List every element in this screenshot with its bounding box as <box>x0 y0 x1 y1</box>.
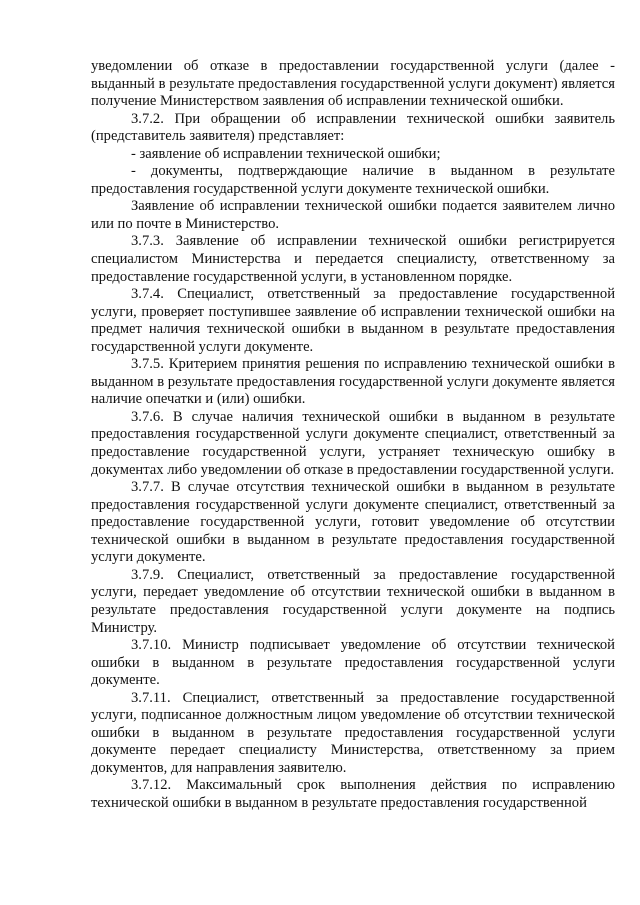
paragraph-3-7-4: 3.7.4. Специалист, ответственный за предоставление государственной услуги, проверяет поступившее заявление об исправлении технической ошибки на предмет наличия технической ошибки в выданном в результате предоставления государственной услуги документе. <box>91 286 615 355</box>
paragraph-3-7-2: 3.7.2. При обращении об исправлении технической ошибки заявитель (представитель заявителя) представляет: <box>91 110 615 145</box>
list-item-application: - заявление об исправлении технической ошибки; <box>131 145 441 162</box>
list-item-documents: - документы, подтверждающие наличие в выданном в результате предоставления государственной услуги документе технической ошибки. <box>91 163 615 197</box>
paragraph-submission: Заявление об исправлении технической ошибки подается заявителем лично или по почте в Министерство. <box>91 198 615 232</box>
document-body <box>91 58 615 813</box>
paragraph-3-7-12: 3.7.12. Максимальный срок выполнения действия по исправлению технической ошибки в выданном в результате предоставления государственной <box>91 777 615 811</box>
paragraph-3-7-3: 3.7.3. Заявление об исправлении технической ошибки регистрируется специалистом Министерства и передается специалисту, ответственному за предоставление государственной услуги, в установленном порядке. <box>91 233 615 285</box>
paragraph-3-7-9: 3.7.9. Специалист, ответственный за предоставление государственной услуги, передает уведомление об отсутствии технической ошибки в выданном в результате предоставления государственной услуги документе на подпись Министру. <box>91 566 615 636</box>
paragraph-3-7-10: 3.7.10. Министр подписывает уведомление об отсутствии технической ошибки в выданном в результате предоставления государственной услуги документе. <box>91 637 615 689</box>
paragraph-3-7-6: 3.7.6. В случае наличия технической ошибки в выданном в результате предоставления государственной услуги документе специалист, ответственный за предоставление государственной услуги, устраняет техническую ошибку в документах либо уведомлении об отказе в предоставлении государственной услуги. <box>91 408 615 478</box>
paragraph-continuation: уведомлении об отказе в предоставлении государственной услуги (далее - выданный в результате предоставления государственной услуги документ) является получение Министерством заявления об исправлении технической ошибки. <box>91 58 615 110</box>
paragraph-3-7-7: 3.7.7. В случае отсутствия технической ошибки в выданном в результате предоставления государственной услуги документе специалист, ответственный за предоставление государственной услуги, готовит уведомление об отсутствии технической ошибки в выданном в результате предоставления государственной услуги документе. <box>91 479 615 566</box>
paragraph-3-7-11: 3.7.11. Специалист, ответственный за предоставление государственной услуги, подписанное должностным лицом уведомление об отсутствии технической ошибки в выданном в результате предоставления государственной услуги документе передает специалисту Министерства, ответственному за прием документов, для направления заявителю. <box>91 689 615 776</box>
paragraph-3-7-5: 3.7.5. Критерием принятия решения по исправлению технической ошибки в выданном в результате предоставления государственной услуги документе является наличие опечатки и (или) ошибки. <box>91 356 615 408</box>
